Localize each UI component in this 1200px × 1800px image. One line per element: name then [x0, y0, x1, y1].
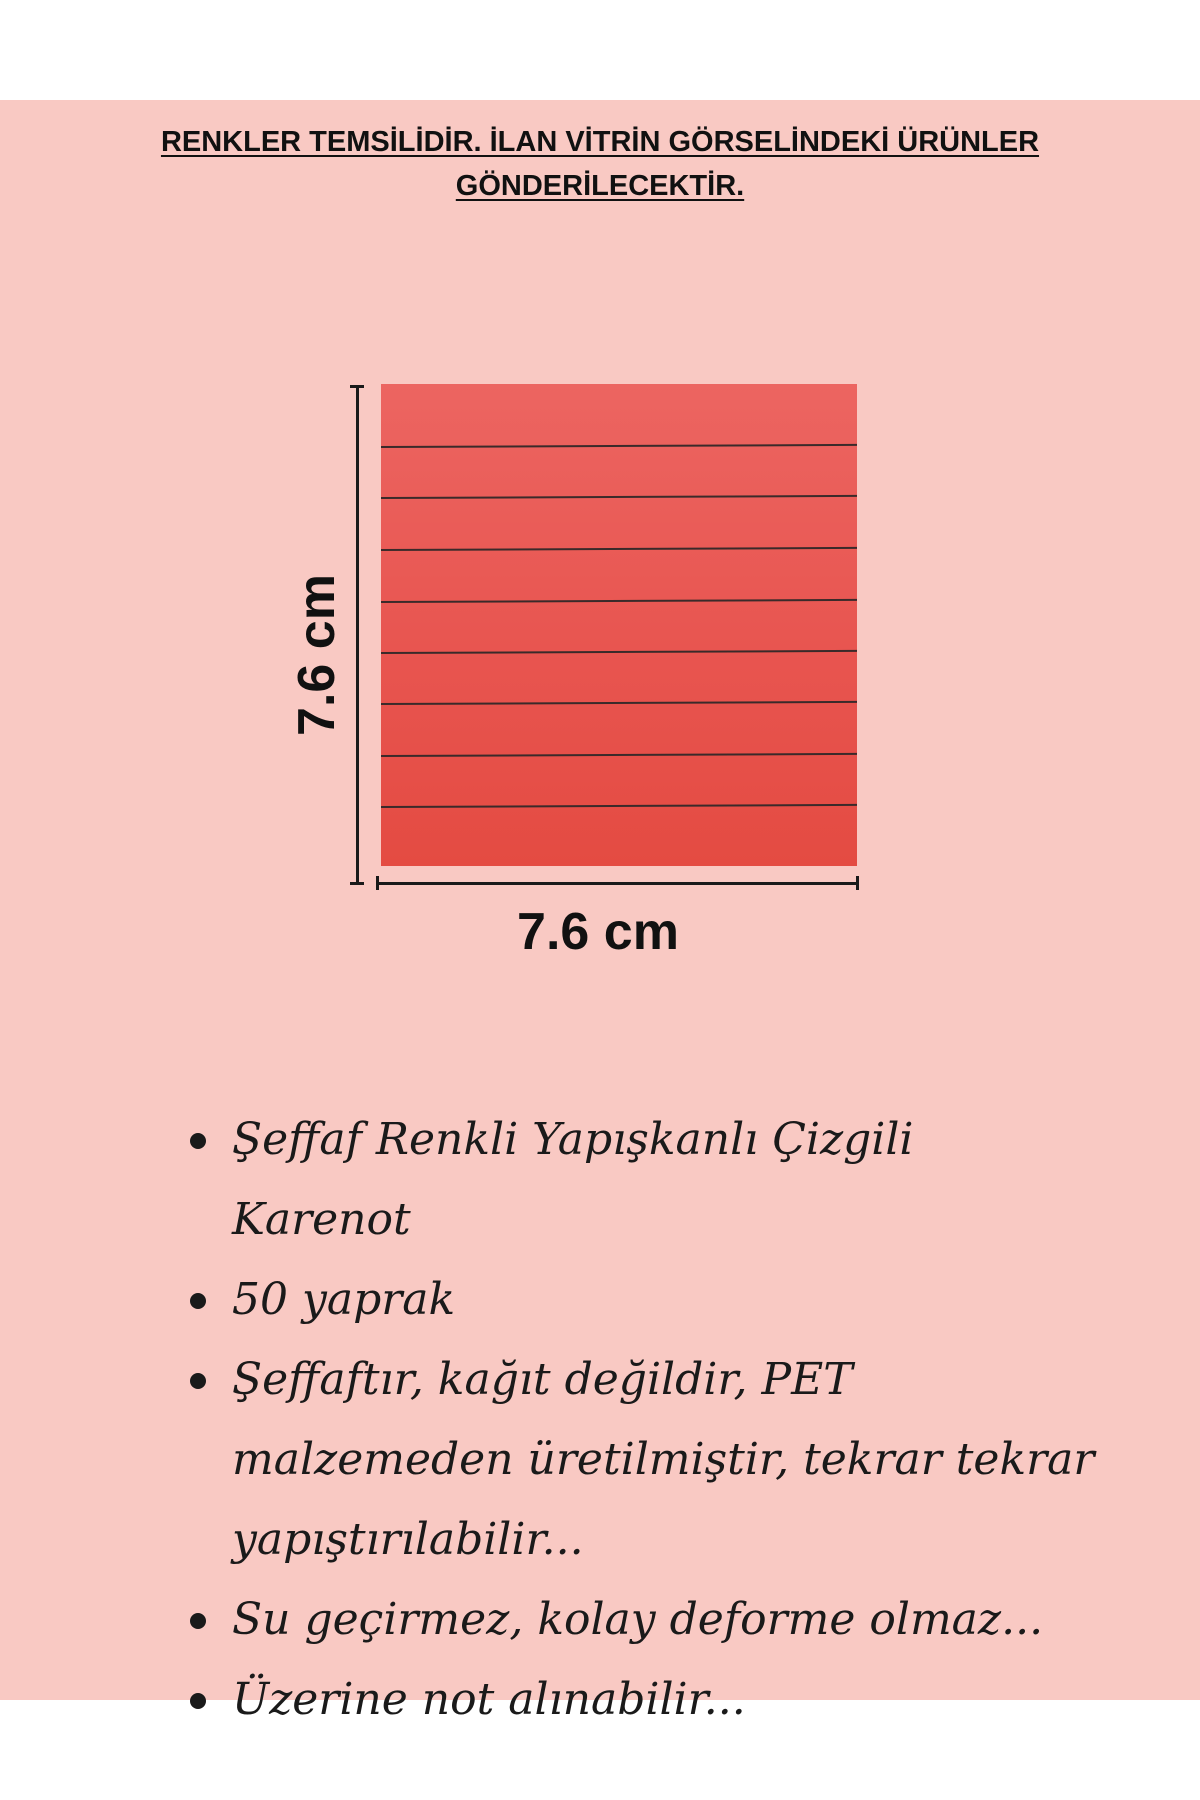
- height-dimension-cap-bottom: [350, 882, 364, 885]
- width-dimension-cap-left: [376, 876, 379, 890]
- feature-item: [182, 1340, 1102, 1580]
- feature-item: [182, 1260, 1102, 1340]
- note-line: [381, 753, 857, 757]
- feature-text: Şeffaf Renkli Yapışkanlı Çizgili Karenot: [232, 1114, 914, 1245]
- height-label: 7.6 cm: [288, 574, 346, 736]
- note-line: [381, 444, 857, 448]
- feature-text: Su geçirmez, kolay deforme olmaz...: [232, 1594, 1044, 1645]
- note-line: [381, 701, 857, 705]
- sticky-note-illustration: [381, 384, 857, 866]
- bullet-icon: [190, 1293, 206, 1309]
- feature-list: [182, 1100, 1102, 1740]
- note-line: [381, 804, 857, 808]
- feature-text: Şeffaftır, kağıt değildir, PET malzemeden üretilmiştir, tekrar tekrar yapıştırılabilir...: [232, 1354, 1095, 1565]
- note-line: [381, 547, 857, 551]
- feature-item: [182, 1100, 1102, 1260]
- bullet-icon: [190, 1373, 206, 1389]
- color-disclaimer: [100, 120, 1100, 208]
- feature-text: 50 yaprak: [232, 1274, 456, 1325]
- bullet-icon: [190, 1693, 206, 1709]
- disclaimer-line-2: GÖNDERİLECEKTİR.: [455, 170, 745, 202]
- feature-item: [182, 1580, 1102, 1660]
- width-label: 7.6 cm: [517, 903, 679, 961]
- note-line: [381, 495, 857, 499]
- height-dimension-cap-top: [350, 385, 364, 388]
- feature-item: [182, 1660, 1102, 1740]
- feature-text: Üzerine not alınabilir...: [232, 1674, 746, 1725]
- width-dimension-line: [377, 882, 859, 885]
- height-dimension-line: [356, 386, 359, 884]
- bullet-icon: [190, 1613, 206, 1629]
- width-dimension-cap-right: [856, 876, 859, 890]
- disclaimer-line-1: RENKLER TEMSİLİDİR. İLAN VİTRİN GÖRSELİNDEKİ ÜRÜNLER: [160, 126, 1040, 158]
- note-line: [381, 650, 857, 654]
- bullet-icon: [190, 1133, 206, 1149]
- note-line: [381, 599, 857, 603]
